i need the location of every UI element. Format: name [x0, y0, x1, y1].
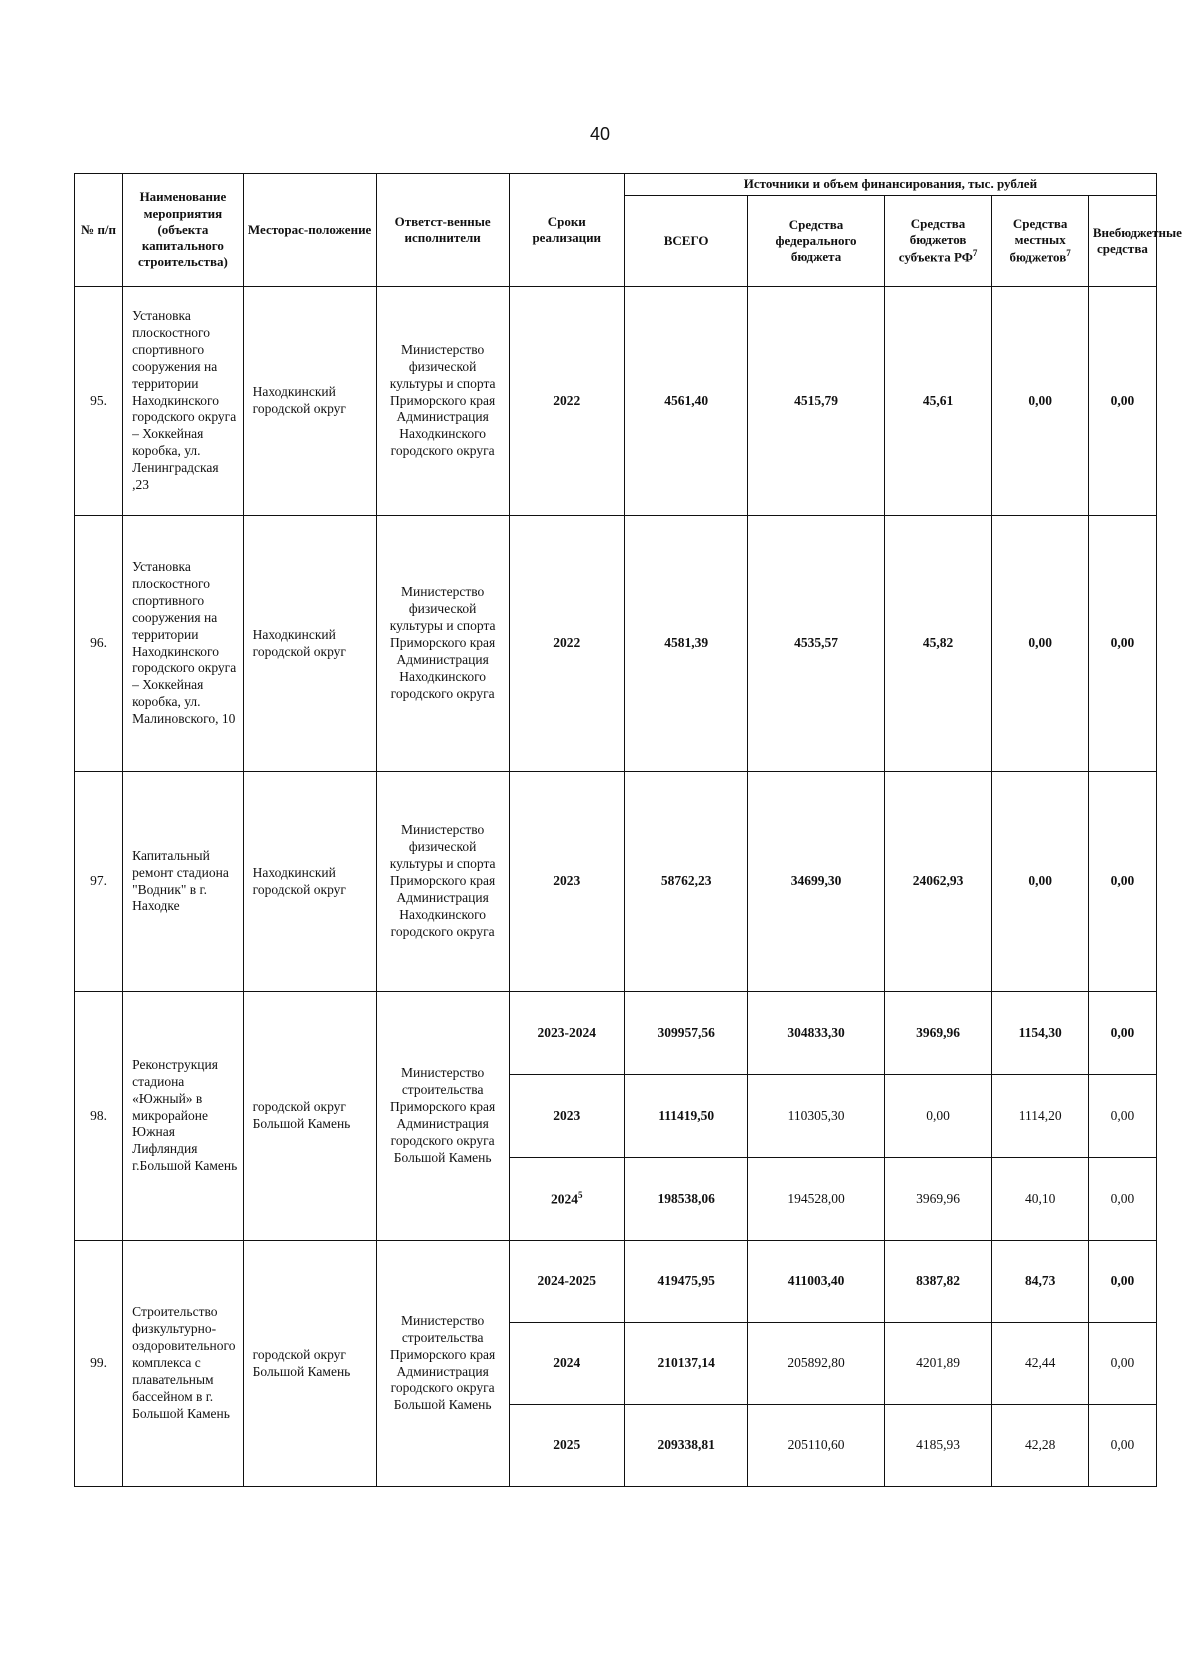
row-total: 58762,23 [624, 772, 748, 992]
row-federal: 34699,30 [748, 772, 884, 992]
row-offbudget: 0,00 [1088, 1323, 1156, 1405]
row-total: 210137,14 [624, 1323, 748, 1405]
row-executors: Министерство физической культуры и спорта Приморского края Администрация Находкинского городского округа [376, 287, 509, 516]
row-regional: 4201,89 [884, 1323, 992, 1405]
row-executors: Министерство физической культуры и спорта Приморского края Администрация Находкинского городского округа [376, 772, 509, 992]
row-executors: Министерство строительства Приморского края Администрация городского округа Большой Камень [376, 992, 509, 1241]
header-num: № п/п [75, 174, 123, 287]
header-funding-group: Источники и объем финансирования, тыс. рублей [624, 174, 1156, 196]
row-total: 209338,81 [624, 1405, 748, 1487]
row-federal: 304833,30 [748, 992, 884, 1075]
row-period: 2024$^5$ [509, 1158, 624, 1241]
financing-table [74, 173, 1182, 1487]
row-period: 2024-2025 [509, 1241, 624, 1323]
row-total: 4561,40 [624, 287, 748, 516]
row-location: городской округ Большой Камень [243, 1241, 376, 1487]
header-name: Наименование мероприятия (объекта капитального строительства) [123, 174, 243, 287]
row-total: 309957,56 [624, 992, 748, 1075]
row-period: 2024 [509, 1323, 624, 1405]
row-local: 0,00 [992, 287, 1088, 516]
row-offbudget: 0,00 [1088, 1158, 1156, 1241]
row-period: 2025 [509, 1405, 624, 1487]
table-row [75, 772, 1157, 992]
row-offbudget: 0,00 [1088, 287, 1156, 516]
row-period: 2022 [509, 287, 624, 516]
page-number: 40 [589, 124, 611, 144]
row-location: Находкинский городской округ [243, 772, 376, 992]
row-offbudget: 0,00 [1088, 772, 1156, 992]
header-regional: Средства бюджетов субъекта $РФ^7$ [884, 196, 992, 287]
row-period: 2023 [509, 772, 624, 992]
row-regional: 8387,82 [884, 1241, 992, 1323]
header-period: Сроки реализации [509, 174, 624, 287]
row-federal: 194528,00 [748, 1158, 884, 1241]
row-number: 95. [75, 287, 123, 516]
row-federal: 205892,80 [748, 1323, 884, 1405]
row-period: 2023-2024 [509, 992, 624, 1075]
row-number: 99. [75, 1241, 123, 1487]
row-period: 2022 [509, 516, 624, 772]
row-number: 97. [75, 772, 123, 992]
row-local: 0,00 [992, 516, 1088, 772]
row-location: Находкинский городской округ [243, 516, 376, 772]
row-federal: 205110,60 [748, 1405, 884, 1487]
row-regional: 45,61 [884, 287, 992, 516]
row-regional: 0,00 [884, 1075, 992, 1158]
row-location: Находкинский городской округ [243, 287, 376, 516]
table-row [75, 516, 1157, 772]
row-regional: 24062,93 [884, 772, 992, 992]
table-row [75, 287, 1157, 516]
row-total: 4581,39 [624, 516, 748, 772]
row-local: 1114,20 [992, 1075, 1088, 1158]
header-location: Месторас-положение [243, 174, 376, 287]
row-name: Установка плоскостного спортивного сооружения на территории Находкинского городского округа – Хоккейная коробка, ул. Малиновского, 10 [123, 516, 243, 772]
row-local: 84,73 [992, 1241, 1088, 1323]
row-regional: 4185,93 [884, 1405, 992, 1487]
row-local: 0,00 [992, 772, 1088, 992]
row-regional: 45,82 [884, 516, 992, 772]
row-total: 419475,95 [624, 1241, 748, 1323]
row-offbudget: 0,00 [1088, 1405, 1156, 1487]
row-local: 42,44 [992, 1323, 1088, 1405]
row-federal: 4515,79 [748, 287, 884, 516]
table-row [75, 992, 1157, 1075]
row-executors: Министерство строительства Приморского края Администрация городского округа Большой Камень [376, 1241, 509, 1487]
row-federal: 411003,40 [748, 1241, 884, 1323]
header-offbudget: Внебюджетные средства [1088, 196, 1156, 287]
row-local: 1154,30 [992, 992, 1088, 1075]
row-number: 98. [75, 992, 123, 1241]
row-regional: 3969,96 [884, 1158, 992, 1241]
table-row [75, 1241, 1157, 1323]
header-federal: Средства федерального бюджета [748, 196, 884, 287]
row-offbudget: 0,00 [1088, 1241, 1156, 1323]
header-total: ВСЕГО [624, 196, 748, 287]
row-offbudget: 0,00 [1088, 1075, 1156, 1158]
row-location: городской округ Большой Камень [243, 992, 376, 1241]
row-executors: Министерство физической культуры и спорта Приморского края Администрация Находкинского городского округа [376, 516, 509, 772]
row-period: 2023 [509, 1075, 624, 1158]
row-number: 96. [75, 516, 123, 772]
row-offbudget: 0,00 [1088, 516, 1156, 772]
header-local: Средства местных бюджетов$^7$ [992, 196, 1088, 287]
row-local: 40,10 [992, 1158, 1088, 1241]
row-federal: 110305,30 [748, 1075, 884, 1158]
row-offbudget: 0,00 [1088, 992, 1156, 1075]
row-federal: 4535,57 [748, 516, 884, 772]
row-total: 198538,06 [624, 1158, 748, 1241]
row-total: 111419,50 [624, 1075, 748, 1158]
row-regional: 3969,96 [884, 992, 992, 1075]
header-executors: Ответст-венные исполнители [376, 174, 509, 287]
row-local: 42,28 [992, 1405, 1088, 1487]
row-name: Строительство физкультурно-оздоровительного комплекса с плавательным бассейном в г. Большой Камень [123, 1241, 243, 1487]
row-name: Капитальный ремонт стадиона "Водник" в г. Находке [123, 772, 243, 992]
row-name: Установка плоскостного спортивного сооружения на территории Находкинского городского округа – Хоккейная коробка, ул. Ленинградская ,23 [123, 287, 243, 516]
row-name: Реконструкция стадиона «Южный» в микрорайоне Южная Лифляндия г.Большой Камень [123, 992, 243, 1241]
